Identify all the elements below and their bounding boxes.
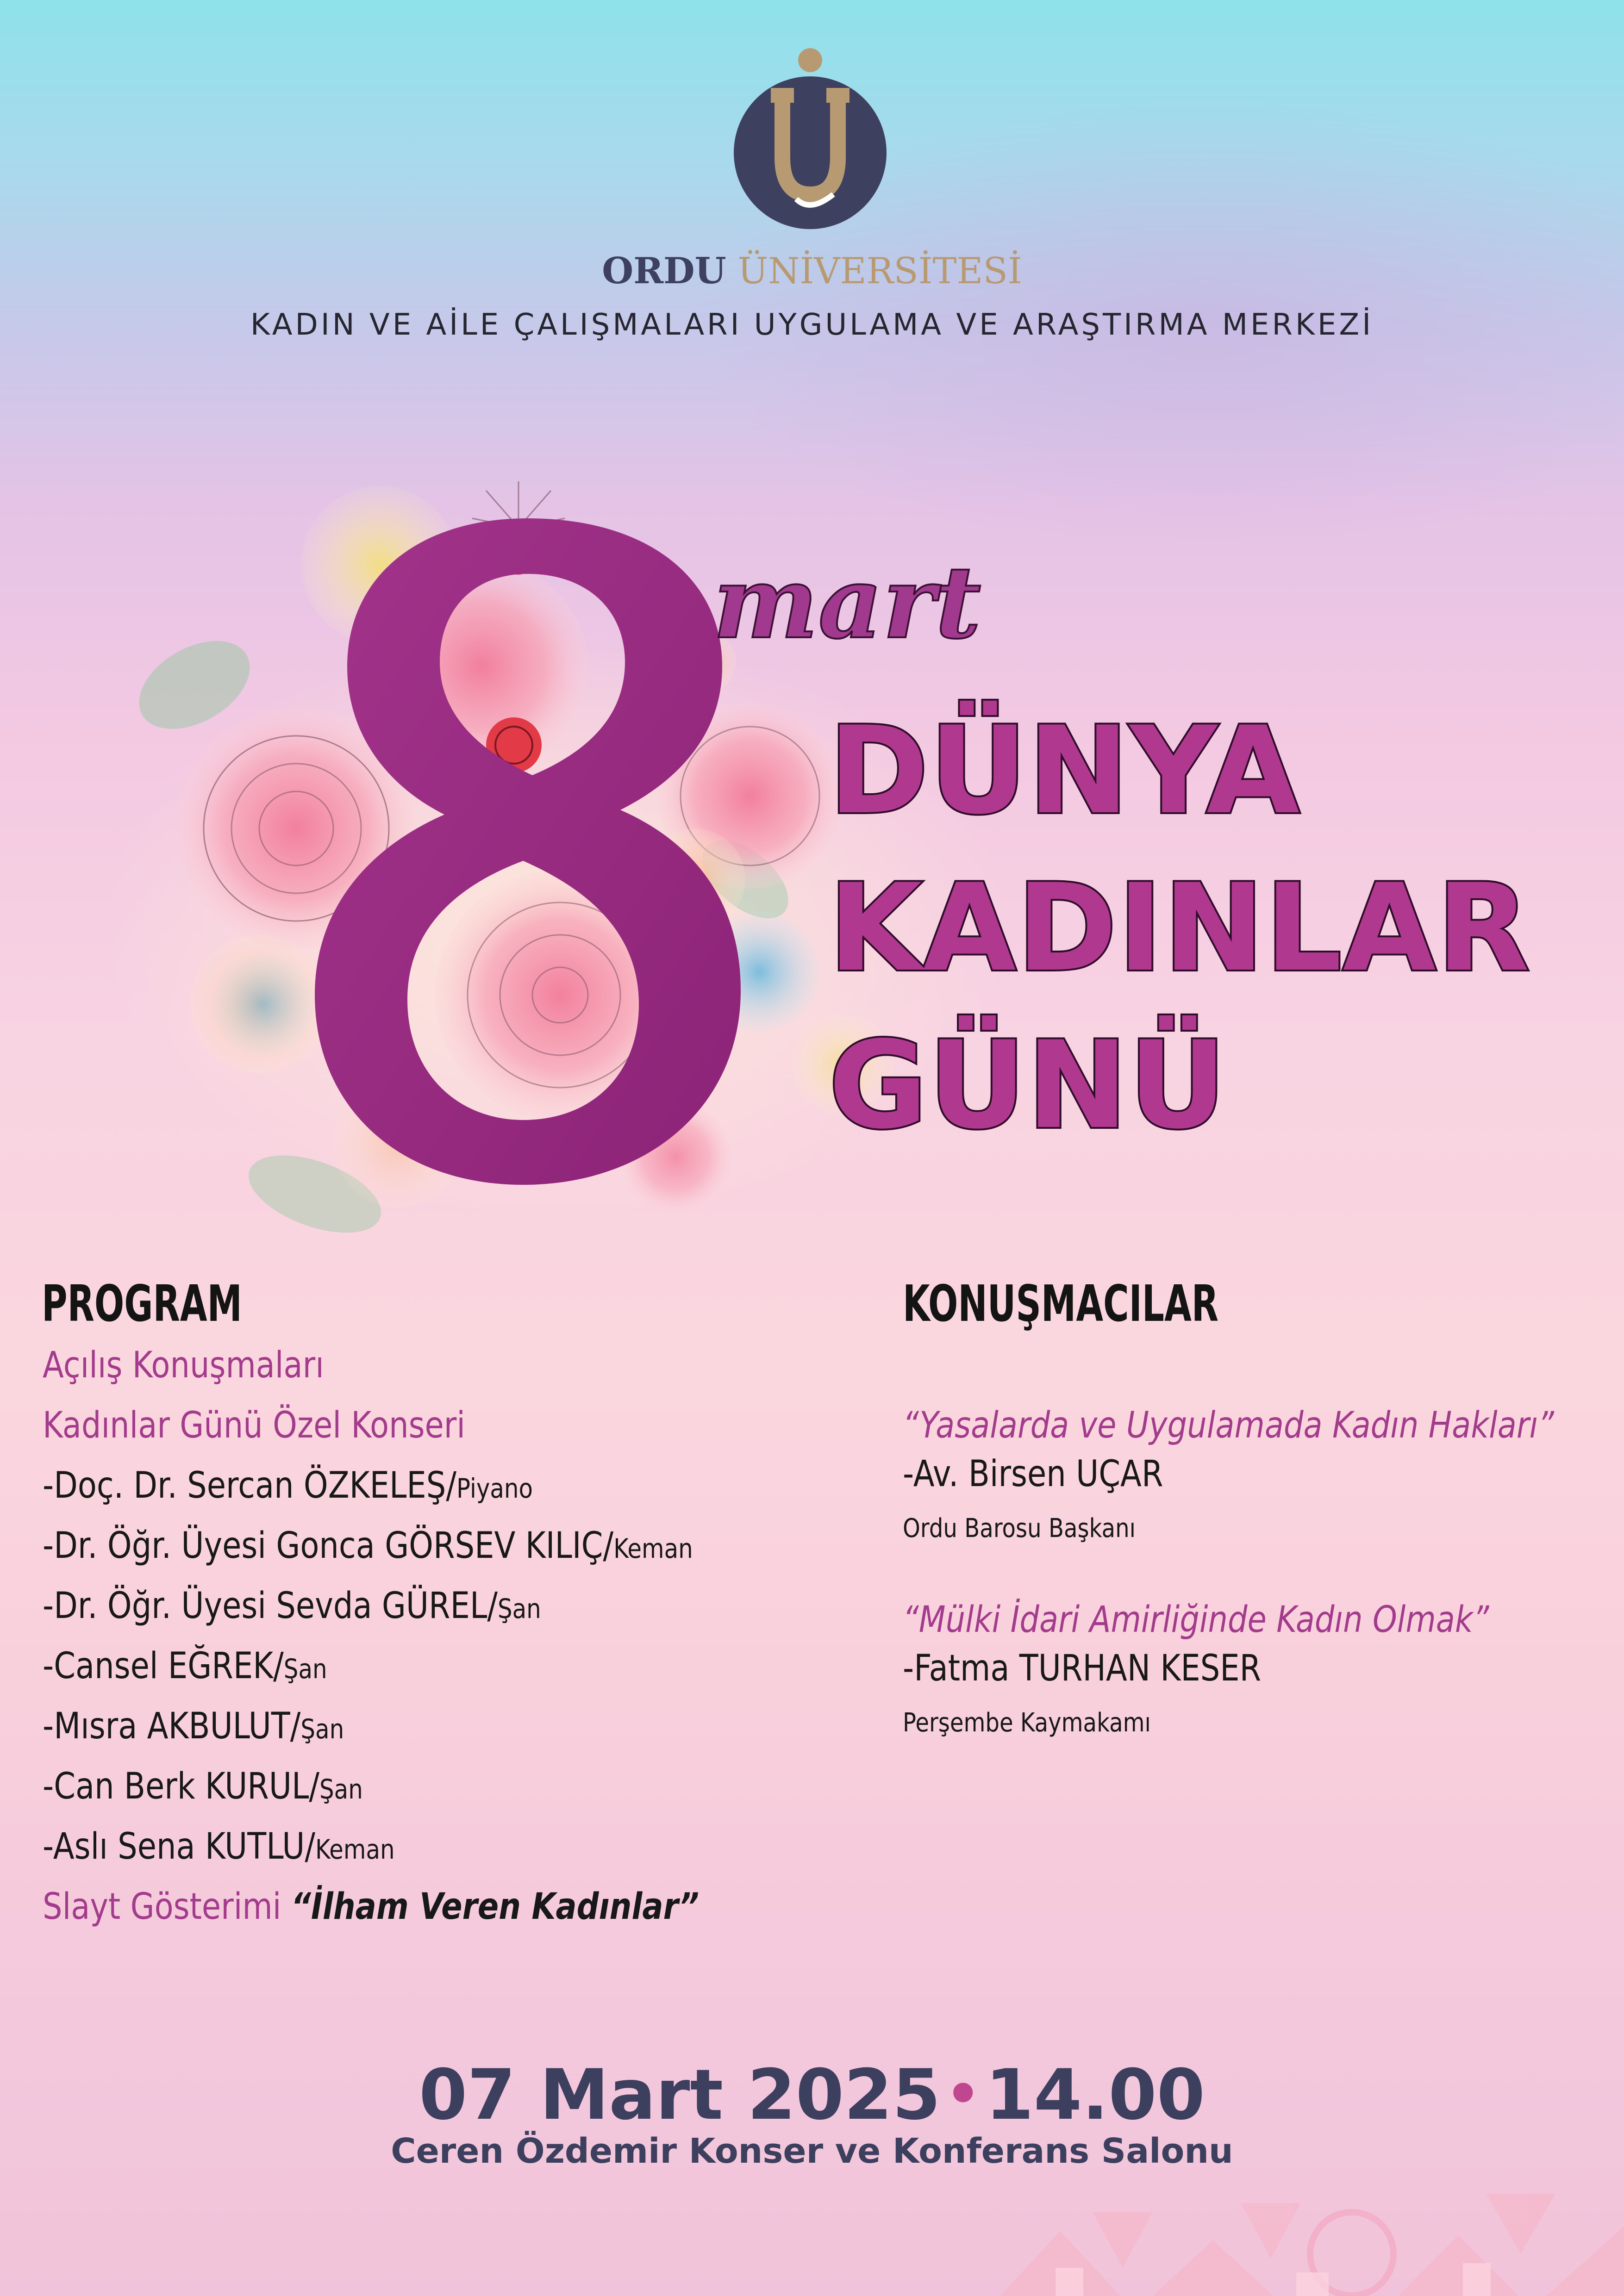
research-center-name: KADIN VE AİLE ÇALIŞMALARI UYGULAMA VE ARAŞTIRMA MERKEZİ <box>250 308 1374 342</box>
title-line-3: GÜNÜ <box>829 1016 1228 1156</box>
event-venue: Ceren Özdemir Konser ve Konferans Salonu <box>391 2131 1233 2171</box>
performer-row <box>43 1766 363 1807</box>
title-line-2: KADINLAR <box>829 859 1530 998</box>
speaker-name: -Av. Birsen UÇAR <box>903 1453 1163 1495</box>
university-name <box>0 250 1624 292</box>
event-time: 14.00 <box>985 2055 1205 2135</box>
performer-name: -Aslı Sena KUTLU/ <box>43 1826 315 1867</box>
speaker-name: -Fatma TURHAN KESER <box>903 1648 1262 1689</box>
speaker-role: Perşembe Kaymakamı <box>903 1708 1151 1738</box>
geometric-pattern <box>1000 2175 1624 2296</box>
performer-row <box>43 1705 344 1747</box>
program-concert: Kadınlar Günü Özel Konseri <box>43 1405 466 1446</box>
performer-instrument: Keman <box>613 1533 693 1564</box>
performer-row <box>43 1585 541 1627</box>
performer-instrument: Şan <box>300 1713 344 1745</box>
big-number-eight <box>306 509 750 1194</box>
performer-row <box>43 1525 693 1567</box>
performer-instrument: Piyano <box>456 1473 533 1504</box>
university-name-bold: ORDU <box>602 250 726 292</box>
program-slideshow <box>43 1886 699 1928</box>
slideshow-title: “İlham Veren Kadınlar” <box>291 1886 700 1928</box>
performer-row <box>43 1645 327 1687</box>
speaker-role: Ordu Barosu Başkanı <box>903 1513 1136 1543</box>
performer-row <box>43 1465 533 1506</box>
speaker-talk-title: “Mülki İdari Amirliğinde Kadın Olmak” <box>903 1599 1489 1641</box>
program-opening: Açılış Konuşmaları <box>43 1344 324 1386</box>
program-heading: PROGRAM <box>42 1275 242 1333</box>
performer-name: -Dr. Öğr. Üyesi Gonca GÖRSEV KILIÇ/ <box>43 1525 614 1567</box>
speaker-talk-title: “Yasalarda ve Uygulamada Kadın Hakları” <box>903 1405 1554 1446</box>
performer-name: -Cansel EĞREK/ <box>43 1645 284 1687</box>
performer-name: -Doç. Dr. Sercan ÖZKELEŞ/ <box>43 1465 456 1506</box>
slideshow-label: Slayt Gösterimi <box>43 1886 281 1928</box>
performer-name: -Mısra AKBULUT/ <box>43 1705 301 1747</box>
performer-instrument: Şan <box>497 1593 541 1624</box>
performer-instrument: Keman <box>315 1834 395 1865</box>
dot-separator: • <box>945 2062 981 2127</box>
performer-instrument: Şan <box>319 1773 363 1805</box>
university-name-light: ÜNİVERSİTESİ <box>737 250 1022 292</box>
title-line-1: DÜNYA <box>829 701 1301 841</box>
month-word: mart <box>713 544 981 661</box>
event-date: 07 Mart 2025 <box>418 2055 941 2135</box>
speakers-heading: KONUŞMACILAR <box>903 1275 1219 1333</box>
performer-name: -Dr. Öğr. Üyesi Sevda GÜREL/ <box>43 1585 498 1627</box>
university-logo <box>727 42 893 231</box>
event-date-time <box>0 2055 1624 2135</box>
performer-instrument: Şan <box>283 1653 327 1685</box>
performer-row <box>43 1826 395 1867</box>
performer-name: -Can Berk KURUL/ <box>43 1766 319 1807</box>
